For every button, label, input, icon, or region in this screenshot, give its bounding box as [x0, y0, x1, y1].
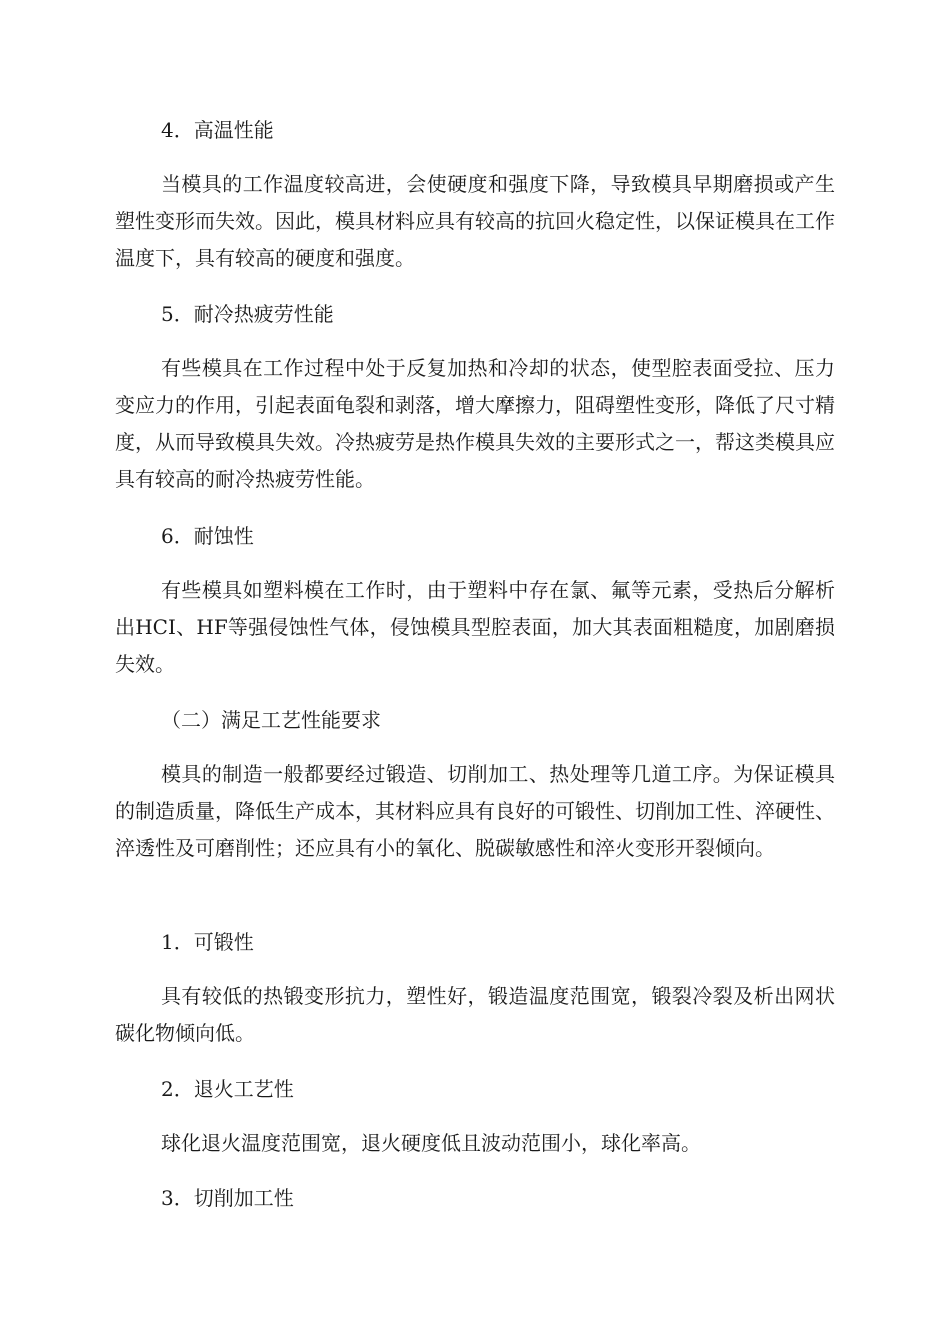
section-heading-process-requirements: （二）满足工艺性能要求 [161, 708, 381, 732]
section-heading-thermal-fatigue: 5．耐冷热疲劳性能 [161, 302, 334, 326]
section-heading-high-temperature: 4．高温性能 [161, 118, 274, 142]
section-heading-annealing: 2．退火工艺性 [161, 1077, 294, 1101]
paragraph-process-requirements: 模具的制造一般都要经过锻造、切削加工、热处理等几道工序。为保证模具的制造质量，降低生产成本，其材料应具有良好的可锻性、切削加工性、淬硬性、淬透性及可磨削性；还应具有小的氧化、脱碳敏感性和淬火变形开裂倾向。 [115, 762, 835, 860]
paragraph-corrosion: 有些模具如塑料模在工作时，由于塑料中存在氯、氟等元素，受热后分解析出HCI、HF等强侵蚀性气体，侵蚀模具型腔表面，加大其表面粗糙度，加剧磨损失效。 [115, 578, 835, 676]
document-page [115, 0, 835, 1344]
section-heading-corrosion: 6．耐蚀性 [161, 524, 254, 548]
paragraph-annealing: 球化退火温度范围宽，退火硬度低且波动范围小，球化率高。 [161, 1131, 701, 1155]
section-heading-machinability: 3．切削加工性 [161, 1186, 294, 1210]
paragraph-high-temperature: 当模具的工作温度较高进，会使硬度和强度下降，导致模具早期磨损或产生塑性变形而失效。因此，模具材料应具有较高的抗回火稳定性，以保证模具在工作温度下，具有较高的硬度和强度。 [115, 172, 835, 270]
section-heading-forgeability: 1．可锻性 [161, 930, 254, 954]
paragraph-thermal-fatigue: 有些模具在工作过程中处于反复加热和冷却的状态，使型腔表面受拉、压力变应力的作用，引起表面龟裂和剥落，增大摩擦力，阻碍塑性变形，降低了尺寸精度，从而导致模具失效。冷热疲劳是热作模具失效的主要形式之一，帮这类模具应具有较高的耐冷热疲劳性能。 [115, 356, 835, 491]
paragraph-forgeability: 具有较低的热锻变形抗力，塑性好，锻造温度范围宽，锻裂冷裂及析出网状碳化物倾向低。 [115, 984, 835, 1045]
